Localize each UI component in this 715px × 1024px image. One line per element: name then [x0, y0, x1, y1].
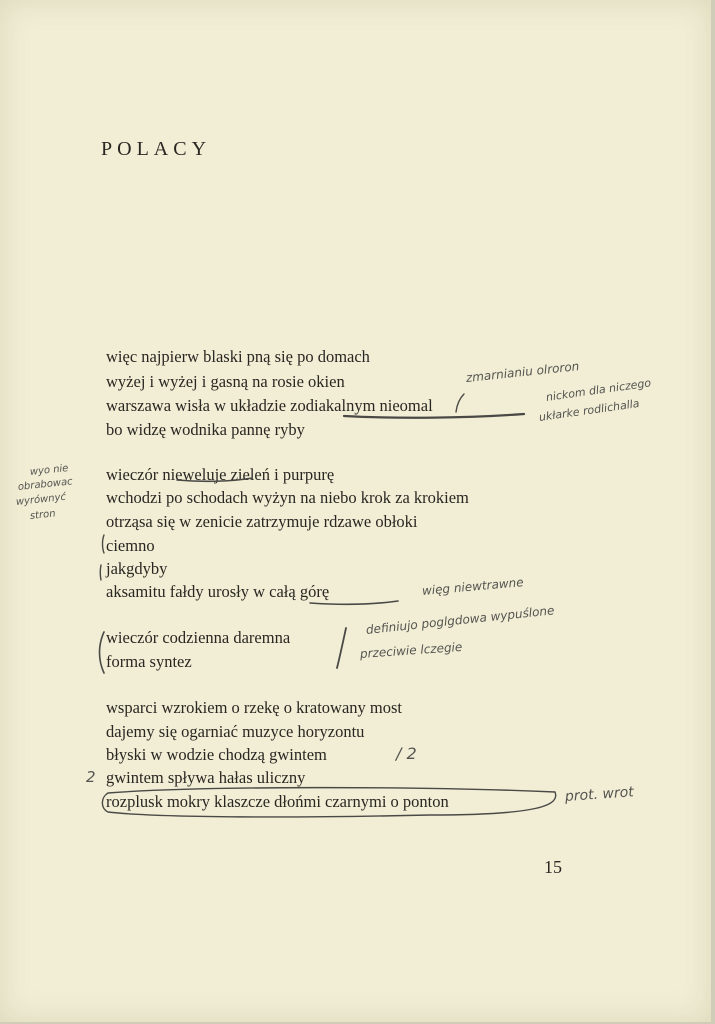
poem-line: wyżej i wyżej i gasną na rosie okien: [106, 372, 345, 391]
poem-title: POLACY: [101, 138, 212, 160]
poem-line: jakgdyby: [106, 559, 168, 578]
pencil-note: nickom dla niczego: [545, 376, 652, 404]
poem-line: gwintem spływa hałas uliczny: [106, 768, 306, 787]
poem-line: błyski w wodzie chodzą gwintem: [106, 745, 327, 764]
poem-line: forma syntez: [106, 652, 192, 671]
pencil-note: wyrównyć: [15, 491, 67, 508]
pencil-note: ukłarke rodlichalla: [538, 396, 641, 424]
pencil-note: wyo nie: [29, 462, 69, 478]
pencil-note: przeciwie lczegie: [359, 639, 463, 661]
pencil-note: zmarnianiu olroron: [465, 359, 580, 385]
pencil-note: / 2: [396, 744, 417, 763]
pencil-note: 2: [86, 768, 96, 786]
poem-line: dajemy się ogarniać muzyce horyzontu: [106, 722, 365, 741]
poem-line: wieczór codzienna daremna: [106, 628, 291, 647]
pencil-note: stron: [29, 508, 57, 522]
poem-line: wieczór nieweluje zieleń i purpurę: [106, 465, 335, 484]
pencil-note: prot. wrot: [564, 784, 635, 805]
bracket-wieczor: [100, 632, 105, 673]
poem-line: więc najpierw blaski pną się po domach: [106, 347, 370, 366]
pencil-note: obrabowac: [17, 476, 74, 493]
poem-line: warszawa wisła w układzie zodiakalnym nieomal: [106, 396, 433, 415]
poem-line: ciemno: [106, 536, 155, 555]
pencil-note: więg niewtrawne: [421, 575, 525, 598]
poem-line: wchodzi po schodach wyżyn na niebo krok za krokiem: [106, 488, 469, 507]
poem-line: aksamitu fałdy urosły w całą górę: [106, 582, 330, 601]
pencil-note: definiujo poglgdowa wypuślone: [365, 603, 556, 637]
poem-line: rozplusk mokry klaszcze dłońmi czarnymi o ponton: [106, 792, 449, 811]
poem-line: wsparci wzrokiem o rzekę o kratowany most: [106, 698, 402, 717]
poem-line: otrząsa się w zenicie zatrzymuje rdzawe obłoki: [106, 512, 418, 531]
poem-line: bo widzę wodnika pannę ryby: [106, 420, 305, 439]
page-number: 15: [544, 857, 562, 877]
